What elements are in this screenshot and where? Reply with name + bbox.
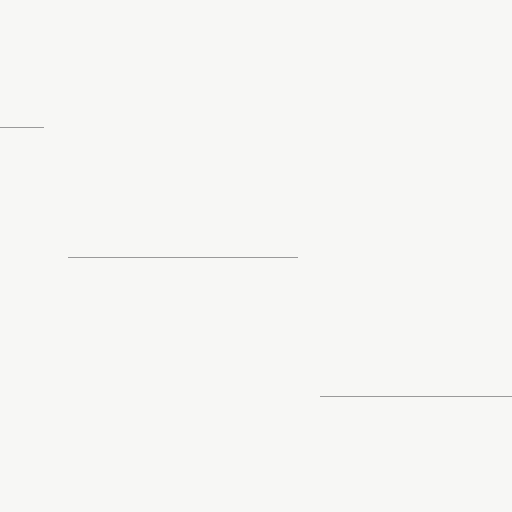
middle-divider	[68, 257, 298, 258]
left-divider	[0, 127, 44, 128]
right-divider	[320, 396, 512, 397]
